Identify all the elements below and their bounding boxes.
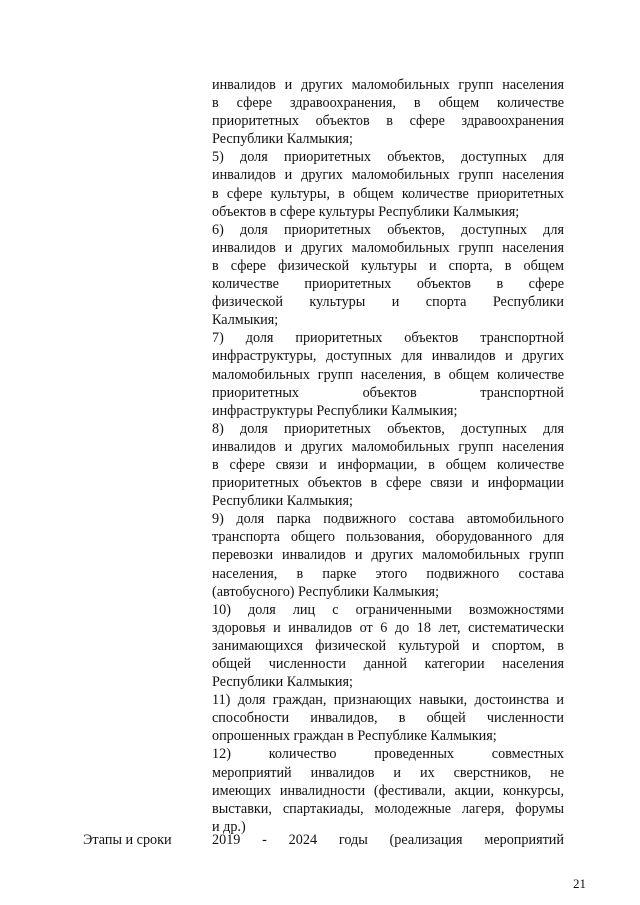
text-line: Республики Калмыкия;: [212, 131, 353, 148]
text-line: приоритетных объектов транспортной: [212, 384, 564, 401]
text-line: здоровья и инвалидов от 6 до 18 лет, систематически: [212, 619, 564, 636]
text-line: в сфере физической культуры и спорта, в общем: [212, 257, 564, 274]
stages-value: 2019 - 2024 годы (реализация мероприятий: [212, 832, 564, 848]
text-line: маломобильных групп населения, в общем количестве: [212, 366, 564, 383]
text-line: объектов в сфере культуры Республики Калмыкия;: [212, 203, 520, 220]
text-line: инвалидов и других маломобильных групп населения: [212, 167, 564, 184]
text-line: 8) доля приоритетных объектов, доступных для: [212, 420, 564, 437]
text-line: выставки, спартакиады, молодежные лагеря, форумы: [212, 800, 564, 817]
text-line: имеющих инвалидности (фестивали, акции, конкурсы,: [212, 782, 564, 799]
text-line: 12) количество проведенных совместных: [212, 746, 564, 763]
text-line: приоритетных объектов в сфере связи и информации: [212, 475, 564, 492]
text-line: транспорта общего пользования, оборудованного для: [212, 529, 564, 546]
text-line: опрошенных граждан в Республике Калмыкия;: [212, 728, 497, 745]
text-line: 9) доля парка подвижного состава автомобильного: [212, 511, 564, 528]
text-line: Республики Калмыкия;: [212, 674, 353, 691]
text-line: инфраструктуры Республики Калмыкия;: [212, 402, 458, 419]
text-line: в сфере здравоохранения, в общем количестве: [212, 95, 564, 112]
text-line: 11) доля граждан, признающих навыки, достоинства и: [212, 692, 564, 709]
text-line: Республики Калмыкия;: [212, 493, 353, 510]
text-line: инвалидов и других маломобильных групп населения: [212, 438, 564, 455]
goals-text-column: [212, 76, 564, 836]
text-line: в сфере связи и информации, в общем количестве: [212, 456, 564, 473]
text-line: в сфере культуры, в общем количестве приоритетных: [212, 185, 564, 202]
page-number: 21: [573, 876, 586, 891]
text-line: 6) доля приоритетных объектов, доступных для: [212, 221, 564, 238]
text-line: (автобусного) Республики Калмыкия;: [212, 583, 440, 600]
text-line: 10) доля лиц с ограниченными возможностями: [212, 601, 564, 618]
text-line: приоритетных объектов в сфере здравоохранения: [212, 113, 564, 130]
text-line: населения, в парке этого подвижного состава: [212, 565, 564, 582]
stages-label: Этапы и сроки: [83, 832, 172, 848]
text-line: количестве приоритетных объектов в сфере: [212, 276, 564, 293]
text-line: способности инвалидов, в общей численности: [212, 710, 564, 727]
text-line: инфраструктуры, доступных для инвалидов и других: [212, 348, 564, 365]
text-line: занимающихся физической культурой и спортом, в: [212, 637, 564, 654]
text-line: 7) доля приоритетных объектов транспортной: [212, 330, 564, 347]
text-line: инвалидов и других маломобильных групп населения: [212, 239, 564, 256]
text-line: 5) доля приоритетных объектов, доступных для: [212, 149, 564, 166]
text-line: общей численности данной категории населения: [212, 656, 564, 672]
text-line: физической культуры и спорта Республики: [212, 294, 564, 311]
text-line: мероприятий инвалидов и их сверстников, не: [212, 764, 564, 781]
text-line: инвалидов и других маломобильных групп населения: [212, 77, 564, 93]
text-line: перевозки инвалидов и других маломобильных групп: [212, 547, 564, 564]
text-line: и др.): [212, 818, 246, 835]
text-line: Калмыкия;: [212, 312, 279, 329]
